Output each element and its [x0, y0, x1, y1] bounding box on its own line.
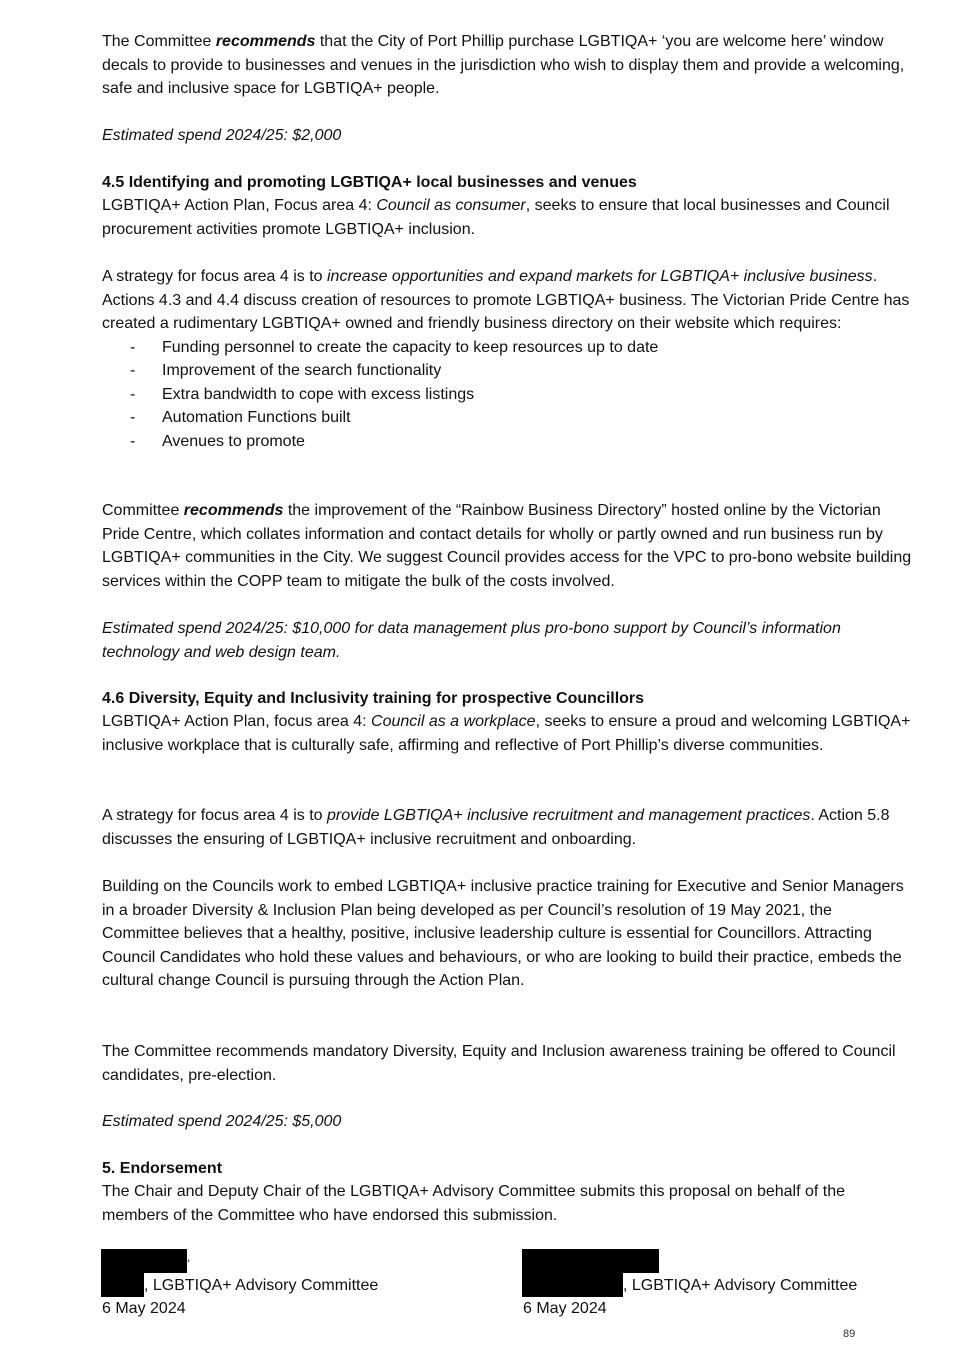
estimated-spend-decals: Estimated spend 2024/25: $2,000	[102, 127, 342, 144]
text-run: , seeks to ensure that local businesses and Council procurement activities promote LGBTIQA+ inclusion.	[102, 197, 890, 238]
page-number: 89	[843, 1328, 856, 1340]
redacted-name	[101, 1249, 187, 1273]
signature-comma: ,	[187, 1250, 191, 1264]
estimated-spend-training: Estimated spend 2024/25: $5,000	[102, 1113, 342, 1130]
signature-date: 6 May 2024	[523, 1300, 607, 1317]
list-item: - Extra bandwidth to cope with excess listings	[130, 385, 475, 403]
text-run: LGBTIQA+ Action Plan, focus area 4:	[102, 713, 372, 730]
list-item-text: Automation Functions built	[162, 409, 351, 426]
section-4-6-heading: 4.6 Diversity, Equity and Inclusivity training for prospective Councillors	[102, 690, 645, 707]
section-4-5-paragraph-2	[102, 265, 912, 453]
redacted-title	[101, 1273, 144, 1297]
section-4-6-paragraph-2	[102, 804, 912, 851]
text-run: A strategy for focus area 4 is to	[102, 807, 327, 824]
list-item-text: Funding personnel to create the capacity to keep resources up to date	[162, 338, 659, 356]
text-run: A strategy for focus area 4 is to	[102, 268, 327, 285]
list-item: - Improvement of the search functionality	[130, 362, 442, 379]
recommends-emphasis: recommends	[183, 502, 284, 519]
text-run: Committee	[102, 502, 184, 519]
section-4-5-paragraph-1	[102, 194, 912, 241]
text-run: , seeks to ensure a proud and welcoming LGBTIQA+ inclusive workplace that is culturally safe, affirming and reflective of Port Phillip’s diverse communities.	[102, 713, 911, 754]
redacted-title	[522, 1273, 623, 1297]
section-5-heading: 5. Endorsement	[102, 1160, 223, 1177]
signature-role: , LGBTIQA+ Advisory Committee	[144, 1277, 379, 1294]
intro-paragraph	[102, 30, 912, 101]
section-4-5-paragraph-3	[102, 499, 912, 593]
signature-role: , LGBTIQA+ Advisory Committee	[623, 1277, 858, 1294]
list-item: - Avenues to promote	[130, 432, 305, 450]
text-run: . Actions 4.3 and 4.4 discuss creation of resources to promote LGBTIQA+ business. The Victorian Pride Centre has created a rudimentary LGBTIQA+ owned and friendly business directory on their website which requires:	[102, 268, 910, 332]
redacted-name	[522, 1249, 659, 1273]
text-run: LGBTIQA+ Action Plan, Focus area 4:	[102, 197, 377, 214]
list-item: - Funding personnel to create the capacity to keep resources up to date	[130, 338, 659, 356]
section-5-paragraph: The Chair and Deputy Chair of the LGBTIQA+ Advisory Committee submits this proposal on behalf of the members of the Committee who have endorsed this submission.	[102, 1183, 846, 1224]
focus-area-emphasis: Council as consumer	[376, 197, 526, 214]
list-item: - Automation Functions built	[130, 409, 351, 426]
focus-area-emphasis: Council as a workplace	[371, 713, 536, 730]
intro-text: The Committee	[102, 33, 216, 50]
strategy-emphasis: increase opportunities and expand markets for LGBTIQA+ inclusive business	[327, 268, 873, 285]
estimated-spend-directory: Estimated spend 2024/25: $10,000 for data management plus pro-bono support by Council’s information technology and web design team.	[102, 620, 841, 661]
requirements-list	[102, 336, 912, 454]
recommends-emphasis: recommends	[215, 33, 316, 50]
intro-text-cont: that the City of Port Phillip purchase LGBTIQA+ ‘you are welcome here’ window decals to provide to businesses and venues in the jurisdiction who wish to display them and provide a welcoming, safe and inclusive space for LGBTIQA+ people.	[102, 33, 905, 97]
section-4-6-paragraph-3: Building on the Councils work to embed LGBTIQA+ inclusive practice training for Executive and Senior Managers in a broader Diversity & Inclusion Plan being developed as per Council’s resolution of 19 May 2021, the Committee believes that a healthy, positive, inclusive leadership culture is essential for Councillors. Attracting Council Candidates who hold these values and behaviours, or who are looking to build their practice, embeds the cultural change Council is pursuing through the Action Plan.	[102, 878, 904, 989]
text-run: the improvement of the “Rainbow Business Directory” hosted online by the Victorian Pride Centre, which collates information and contact details for wholly or partly owned and run business run by LGBTIQA+ communities in the City. We suggest Council provides access for the VPC to pro-bono website building services within the COPP team to mitigate the bulk of the costs involved.	[102, 502, 912, 590]
strategy-emphasis: provide LGBTIQA+ inclusive recruitment and management practices	[327, 807, 811, 824]
section-4-6-paragraph-1	[102, 710, 912, 757]
section-4-6-paragraph-4: The Committee recommends mandatory Diversity, Equity and Inclusion awareness training be offered to Council candidates, pre-election.	[102, 1043, 896, 1084]
text-run: . Action 5.8 discusses the ensuring of LGBTIQA+ inclusive recruitment and onboarding.	[102, 807, 890, 848]
list-item-text: Extra bandwidth to cope with excess listings	[162, 385, 475, 403]
list-item-text: Avenues to promote	[162, 432, 305, 450]
section-4-5-heading: 4.5 Identifying and promoting LGBTIQA+ local businesses and venues	[102, 174, 637, 191]
signature-date: 6 May 2024	[102, 1300, 186, 1317]
list-item-text: Improvement of the search functionality	[162, 362, 442, 379]
